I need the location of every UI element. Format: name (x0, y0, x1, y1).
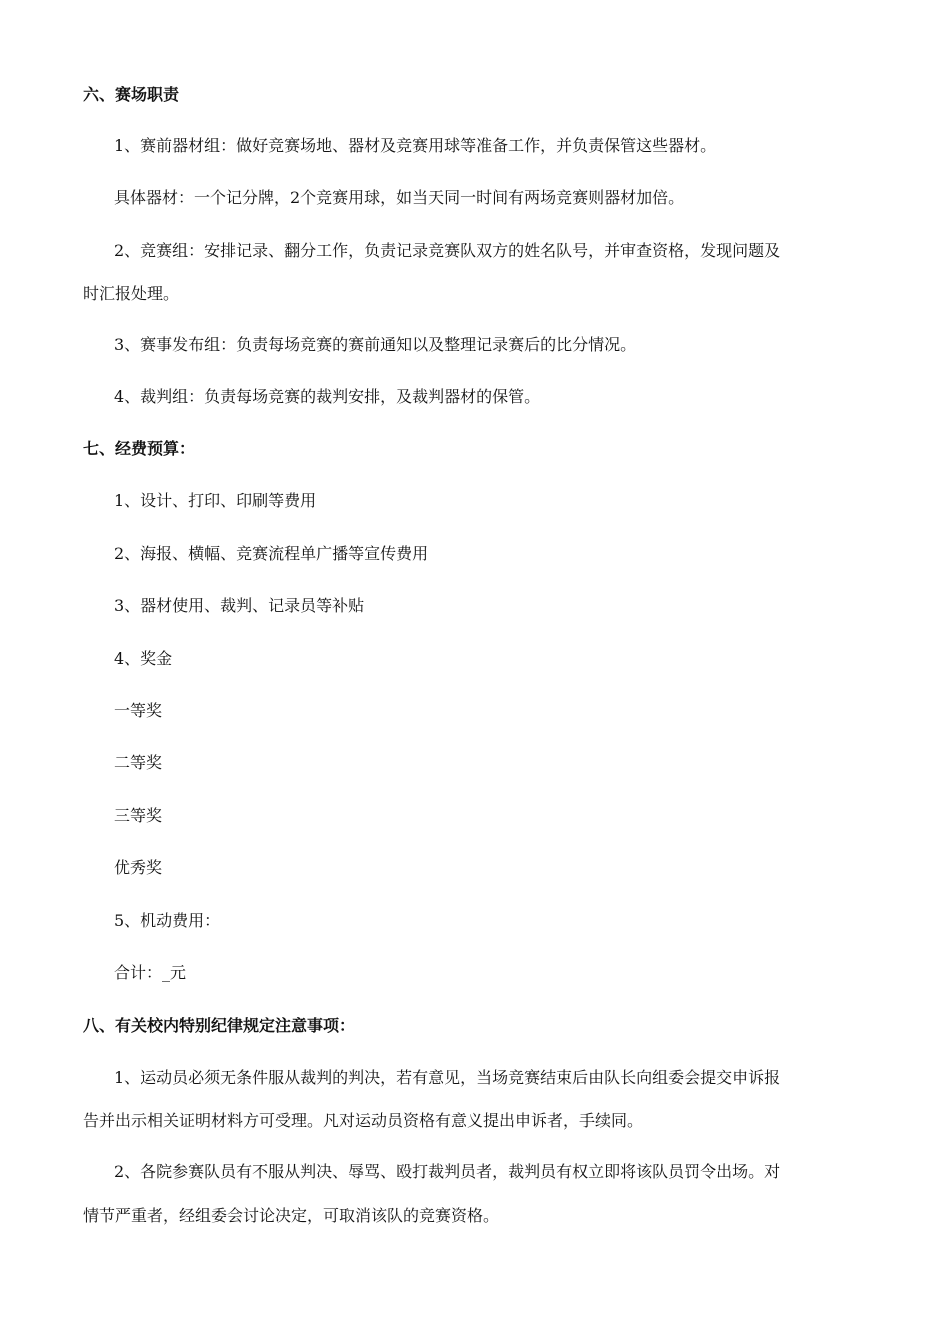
budget-item-design: 1、设计、打印、印刷等费用 (114, 491, 317, 510)
prize-first: 一等奖 (114, 701, 163, 720)
budget-item-prize: 4、奖金 (114, 649, 173, 668)
paragraph-release-group: 3、赛事发布组：负责每场竞赛的赛前通知以及整理记录赛后的比分情况。 (114, 335, 637, 354)
prize-third: 三等奖 (114, 806, 163, 825)
budget-total: 合计：_元 (114, 963, 187, 982)
section-heading-budget: 七、经费预算： (83, 439, 196, 458)
budget-item-subsidy: 3、器材使用、裁判、记录员等补贴 (114, 596, 365, 615)
paragraph-referee-group: 4、裁判组：负责每场竞赛的裁判安排，及裁判器材的保管。 (114, 387, 541, 406)
budget-item-publicity: 2、海报、横幅、竞赛流程单广播等宣传费用 (114, 544, 429, 563)
section-heading-discipline: 八、有关校内特别纪律规定注意事项： (83, 1016, 356, 1035)
paragraph-competition-group: 2、竞赛组：安排记录、翻分工作，负责记录竞赛队双方的姓名队号，并审查资格，发现问题及 (114, 241, 781, 260)
section-heading-venue-duties: 六、赛场职责 (83, 85, 180, 104)
paragraph-competition-group-cont: 时汇报处理。 (83, 284, 180, 303)
prize-excellent: 优秀奖 (114, 858, 163, 877)
budget-item-contingency: 5、机动费用： (114, 911, 221, 930)
paragraph-equipment-group: 1、赛前器材组：做好竞赛场地、器材及竞赛用球等准备工作，并负责保管这些器材。 (114, 136, 717, 155)
rule-2-line-2: 情节严重者，经组委会讨论决定，可取消该队的竞赛资格。 (83, 1206, 500, 1225)
rule-1-line-2: 告并出示相关证明材料方可受理。凡对运动员资格有意义提出申诉者，手续同。 (83, 1111, 644, 1130)
rule-2-line-1: 2、各院参赛队员有不服从判决、辱骂、殴打裁判员者，裁判员有权立即将该队员罚令出场。对 (114, 1162, 781, 1181)
prize-second: 二等奖 (114, 753, 163, 772)
rule-1-line-1: 1、运动员必须无条件服从裁判的判决，若有意见，当场竞赛结束后由队长向组委会提交申诉报 (114, 1068, 781, 1087)
paragraph-specific-equipment: 具体器材：一个记分牌，2个竞赛用球，如当天同一时间有两场竞赛则器材加倍。 (114, 188, 685, 207)
